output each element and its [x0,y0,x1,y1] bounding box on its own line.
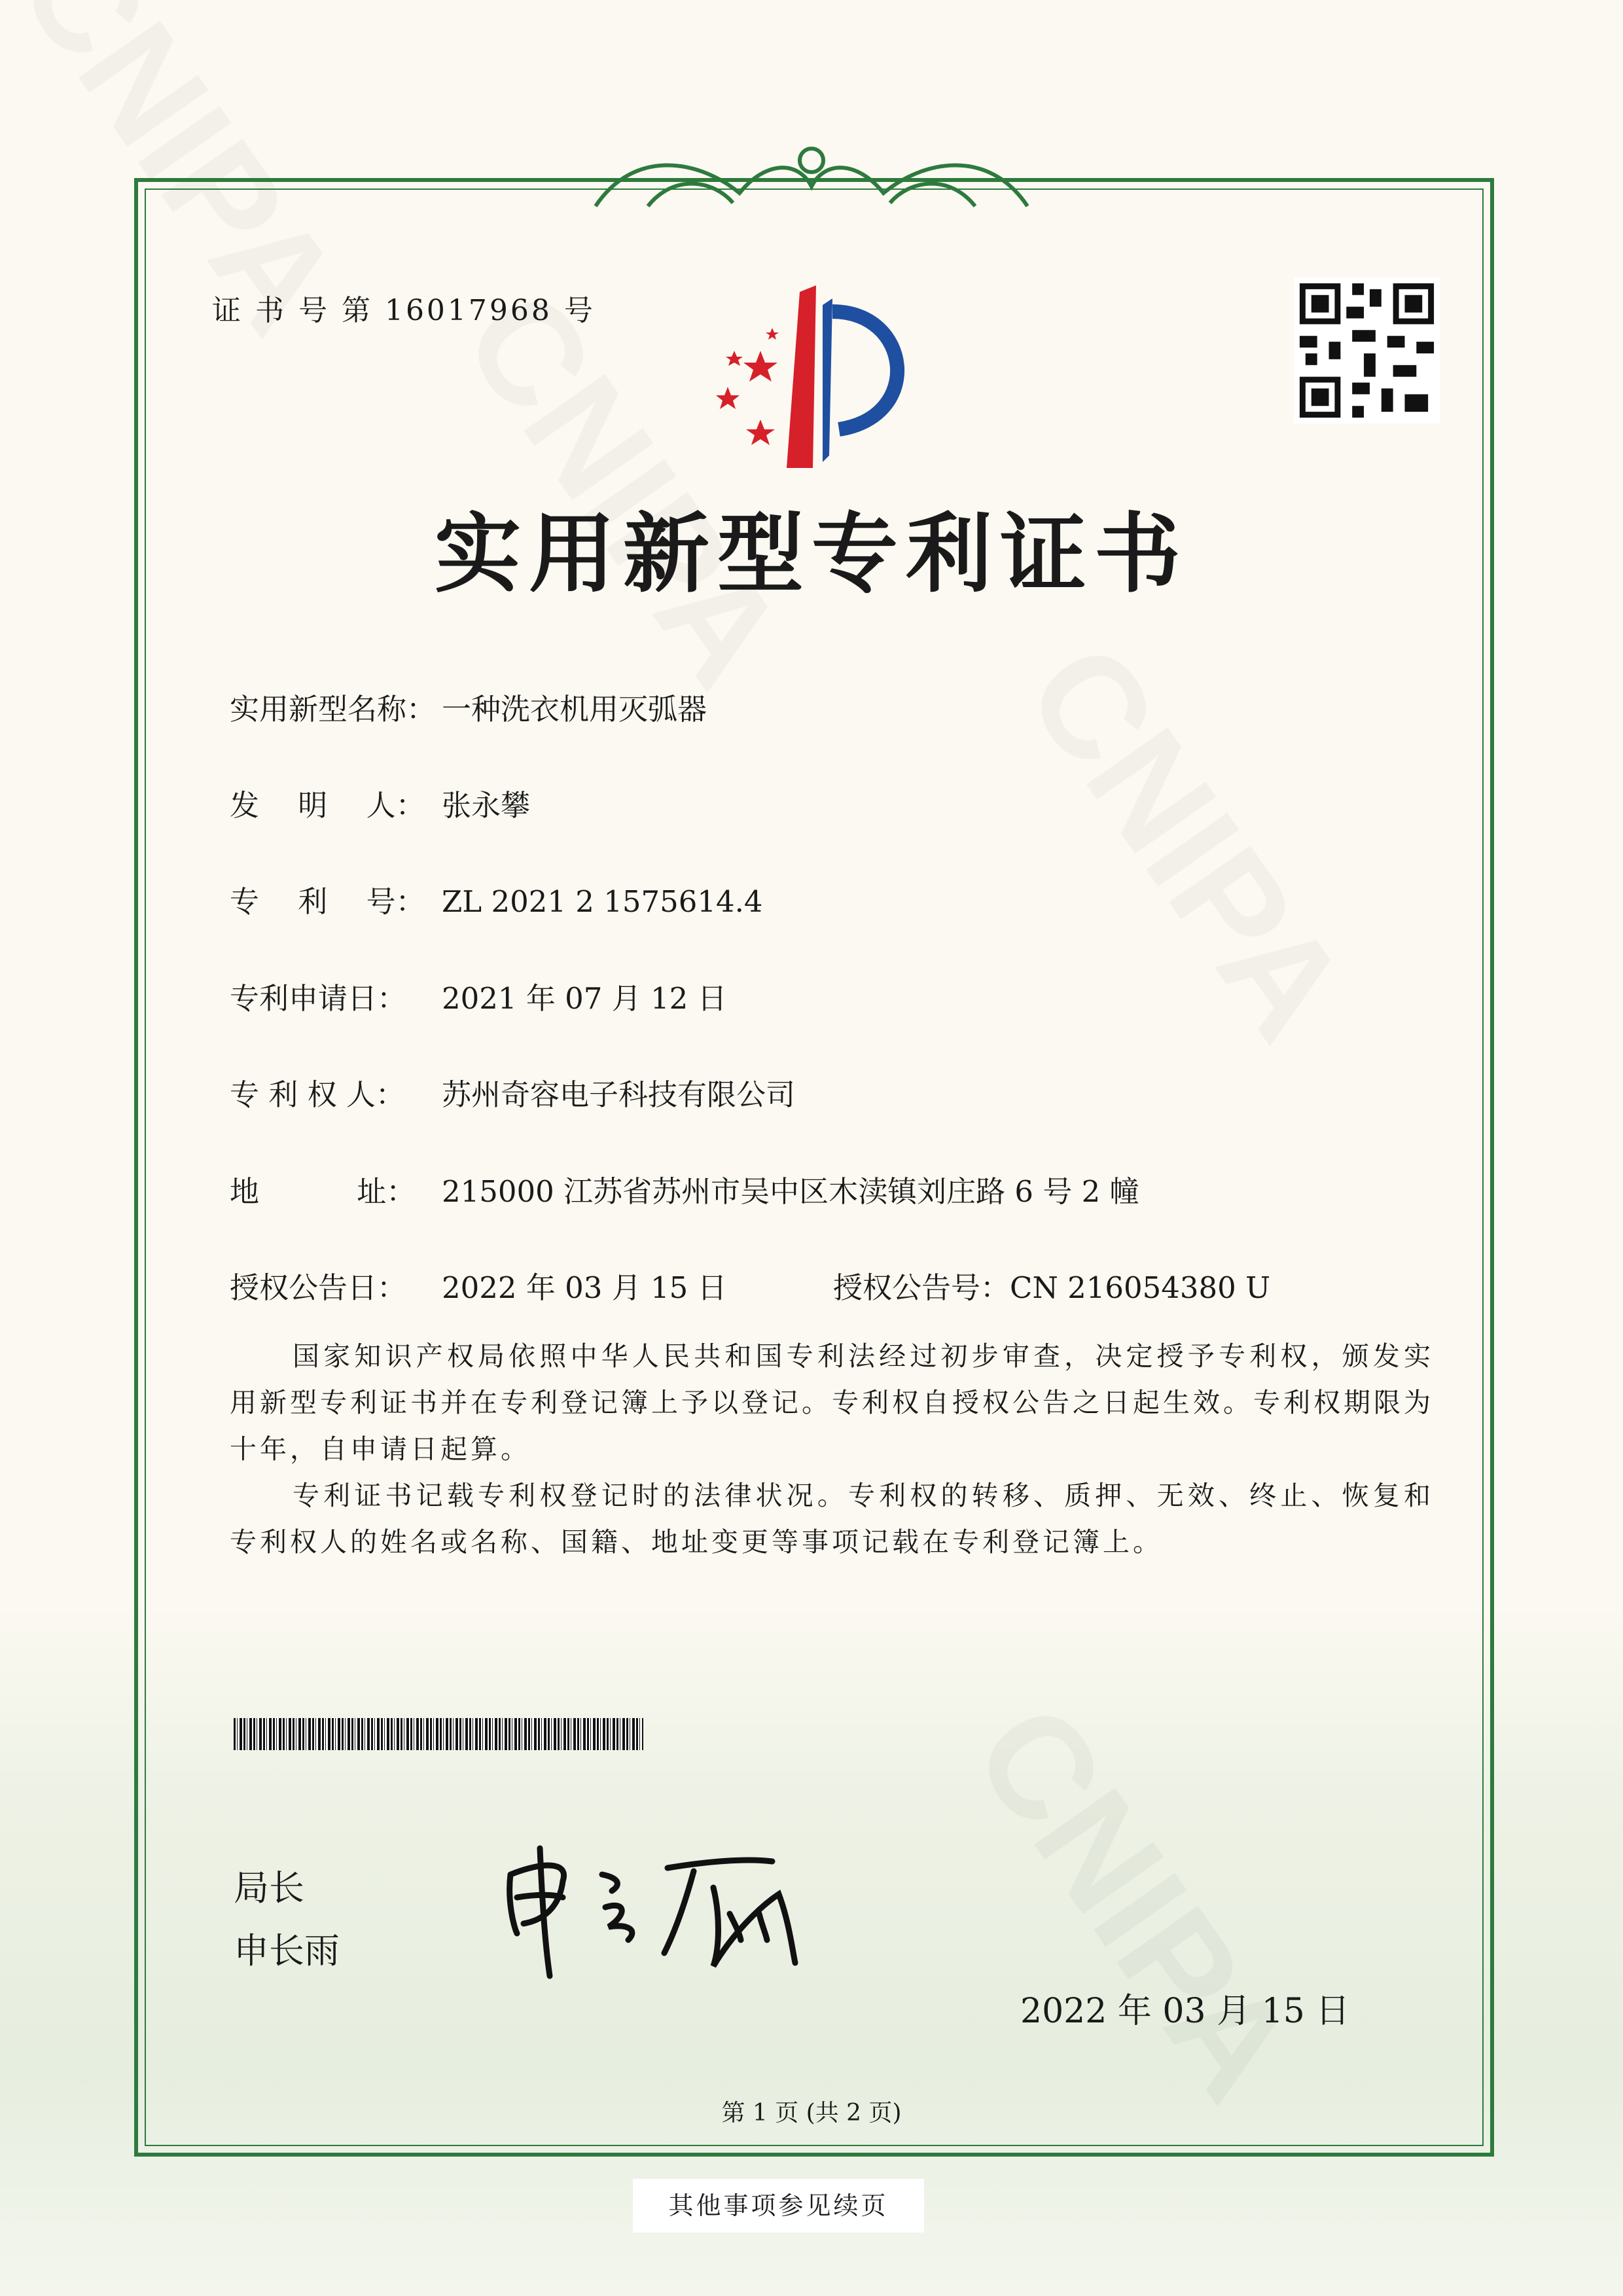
field-announcement-number [833,1264,1270,1306]
field-label: 实用新型名称： [230,692,437,726]
field-inventor [230,781,530,824]
field-patentee [230,1071,795,1113]
field-application-date [230,975,727,1017]
ornament-icon [582,134,1041,219]
field-value: 张永攀 [442,788,531,823]
issue-date: 2022 年 03 月 15 日 [1020,1992,1350,2031]
signatory-title: 局长 [234,1867,304,1909]
continuation-note: 其他事项参见续页 [633,2179,924,2233]
field-label: 发 明 人： [230,788,425,823]
signature-icon [497,1835,838,1982]
field-name [230,685,707,728]
paragraph: 国家知识产权局依照中华人民共和国专利法经过初步审查，决定授予专利权，颁发实用新型专利证书并在专利登记簿上予以登记。专利权自授权公告之日起生效。专利权期限为十年，自申请日起算。 [230,1340,1434,1465]
field-label: 授权公告号： [833,1270,1010,1305]
certificate-statement [230,1333,1434,1566]
field-label: 专 利 号： [230,884,425,919]
field-label: 专利申请日： [230,981,407,1016]
page-indicator: 第 1 页 (共 2 页) [721,2100,902,2126]
field-value: ZL 2021 2 1575614.4 [442,884,763,919]
field-value: 一种洗衣机用灭弧器 [442,692,707,726]
field-label: 授权公告日： [230,1270,407,1305]
signatory-name: 申长雨 [234,1930,340,1971]
certificate-title: 实用新型专利证书 [435,503,1188,605]
certificate-number: 证 书 号 第 16017968 号 [212,294,596,327]
field-label: 地 址： [230,1174,416,1209]
field-value: CN 216054380 U [1010,1270,1271,1305]
cnipa-logo-icon [702,285,928,468]
field-value: 215000 江苏省苏州市吴中区木渎镇刘庄路 6 号 2 幢 [442,1174,1139,1209]
paragraph: 专利证书记载专利权登记时的法律状况。专利权的转移、质押、无效、终止、恢复和专利权人的姓名或名称、国籍、地址变更等事项记载在专利登记簿上。 [230,1480,1434,1558]
field-grant-date [230,1264,727,1306]
field-value: 2021 年 07 月 12 日 [442,981,727,1016]
field-label: 专 利 权 人： [230,1077,405,1112]
field-patent-number [230,878,763,920]
field-address [230,1168,1139,1210]
field-value: 苏州奇容电子科技有限公司 [442,1077,796,1112]
qr-code-icon [1294,278,1440,423]
barcode-icon [234,1718,643,1750]
field-value: 2022 年 03 月 15 日 [442,1270,727,1305]
